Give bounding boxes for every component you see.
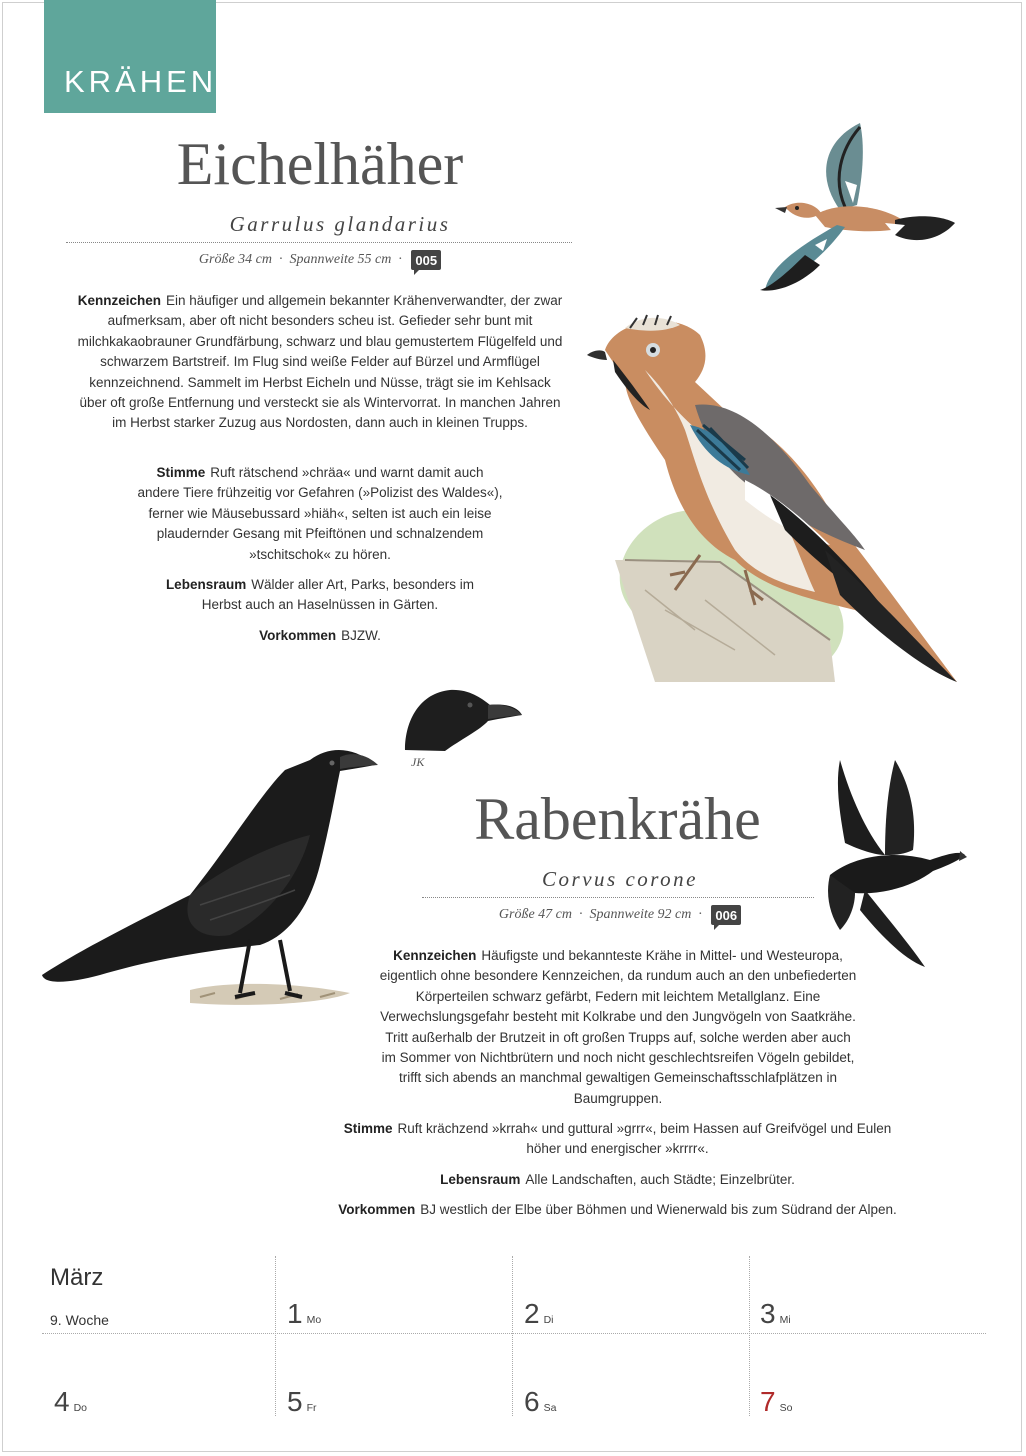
day-weekday: Di	[543, 1314, 554, 1326]
text-kennzeichen-jay: Ein häufiger und allgemein bekannter Krähenverwandter, der zwar aufmerksam, aber oft nicht besonders scheu ist. Gefieder sehr bunt mit milchkakaobrauner Grundfärbung, schwarz und blau gemustertem Flügelfeld und schwarzem Bartstreif. Im Flug sind weiße Felder auf Bürzel und Armflügel kennzeichnend. Sammelt im Herbst Eicheln und Nüsse, trägt sie im Kehlsack über oft große Entfernung und versteckt sie als Wintervorrat. In manchen Jahren im Herbst starker Zuzug aus Nordosten, dann auch in kleinen Trupps.	[77, 293, 563, 431]
day-weekday: Mo	[306, 1314, 322, 1326]
label-stimme-jay: Stimme	[156, 465, 206, 480]
text-stimme-jay: Ruft rätschend »chräa« und warnt damit auch andere Tiere frühzeitig vor Gefahren (»Polizist des Waldes«), ferner wie Mäusebussard »hiäh«, selten ist auch ein leise plaudernder Gesang mit Pfeiftönen und schnalzendem »tschitschok« zu hören.	[137, 465, 503, 562]
jay-perched-illustration	[585, 310, 965, 695]
crow-head-illustration	[400, 685, 525, 755]
day-number: 4	[54, 1386, 70, 1417]
kennzeichen-crow	[378, 946, 858, 1109]
lebensraum-crow	[400, 1170, 835, 1190]
calendar-divider-1	[275, 1256, 276, 1416]
wingspan-crow: Spannweite 92 cm	[589, 907, 692, 923]
kennzeichen-jay	[75, 291, 565, 434]
calendar-month: März	[50, 1264, 104, 1291]
divider-jay	[66, 242, 572, 243]
calendar-day[interactable]	[524, 1298, 554, 1330]
label-kennzeichen-jay: Kennzeichen	[77, 293, 162, 308]
day-number: 6	[524, 1386, 540, 1417]
calendar-divider-2	[512, 1256, 513, 1416]
jay-flying-illustration	[745, 115, 960, 330]
label-kennzeichen-crow: Kennzeichen	[393, 948, 477, 963]
calendar-day[interactable]	[54, 1386, 87, 1418]
label-stimme-crow: Stimme	[343, 1121, 393, 1136]
stimme-crow	[340, 1119, 895, 1160]
section-tab-label: KRÄHEN	[64, 64, 218, 99]
calendar-week: 9. Woche	[50, 1312, 109, 1328]
vorkommen-jay	[170, 626, 470, 646]
calendar-day-sunday[interactable]	[760, 1386, 792, 1418]
species-latin-crow: Corvus corone	[542, 867, 698, 891]
species-title-jay: Eichelhäher	[176, 131, 464, 197]
calendar-day[interactable]	[760, 1298, 791, 1330]
species-title-crow: Rabenkrähe	[474, 786, 761, 852]
text-kennzeichen-crow: Häufigste und bekannteste Krähe in Mittel- und Westeuropa, eigentlich ohne besondere Kennzeichen, da rundum auch an den unbefiederten Körperteilen schwarz gefärbt, Federn mit leichtem Metallglanz. Eine Verwechslungsgefahr besteht mit Kolkrabe und den Jungvögeln von Saatkrähe. Tritt außerhalb der Brutzeit in oft großen Trupps auf, solche werden aber auch im Sommer von Nichtbrütern und noch nicht geschlechtsreifen Vögeln gebildet, trifft sich abends an manchmal gewaltigen Gemeinschaftsschlafplätzen in Baumgruppen.	[379, 948, 857, 1106]
calendar-day[interactable]	[524, 1386, 556, 1418]
species-number-badge-crow: 006	[711, 905, 741, 925]
size-jay: Größe 34 cm	[198, 252, 273, 268]
calendar-row-divider	[42, 1333, 986, 1334]
section-tab	[44, 0, 216, 113]
text-lebensraum-crow: Alle Landschaften, auch Städte; Einzelbrüter.	[525, 1172, 795, 1187]
text-lebensraum-jay: Wälder aller Art, Parks, besonders im Herbst auch an Haselnüssen in Gärten.	[201, 577, 475, 613]
label-vorkommen-jay: Vorkommen	[259, 628, 337, 643]
wingspan-jay: Spannweite 55 cm	[289, 252, 392, 268]
day-weekday: Fr	[306, 1402, 317, 1414]
species-latin-jay: Garrulus glandarius	[229, 212, 451, 236]
stimme-jay	[135, 463, 505, 565]
calendar-divider-3	[749, 1256, 750, 1416]
day-number: 5	[287, 1386, 303, 1417]
day-weekday: So	[779, 1402, 793, 1414]
divider-crow	[422, 897, 814, 898]
label-vorkommen-crow: Vorkommen	[338, 1202, 416, 1217]
calendar-day[interactable]	[287, 1386, 317, 1418]
size-crow: Größe 47 cm	[498, 907, 573, 923]
illustration-credit: JK	[411, 755, 425, 769]
label-lebensraum-crow: Lebensraum	[440, 1172, 521, 1187]
label-lebensraum-jay: Lebensraum	[165, 577, 247, 592]
species-meta-jay: Größe 34 cm · Spannweite 55 cm · 005	[100, 250, 540, 270]
day-number: 2	[524, 1298, 540, 1329]
lebensraum-jay	[145, 575, 495, 616]
crow-standing-illustration	[40, 735, 385, 1020]
day-weekday: Sa	[543, 1402, 557, 1414]
calendar-day[interactable]	[287, 1298, 321, 1330]
day-weekday: Mi	[779, 1314, 791, 1326]
text-stimme-crow: Ruft krächzend »krrah« und guttural »grrr«, beim Hassen auf Greifvögel und Eulen höher und energischer »krrrr«.	[397, 1121, 892, 1157]
species-number-badge-jay: 005	[411, 250, 441, 270]
day-number: 7	[760, 1386, 776, 1417]
crow-flying-illustration	[825, 755, 970, 970]
day-number: 1	[287, 1298, 303, 1329]
day-weekday: Do	[73, 1402, 88, 1414]
vorkommen-crow	[300, 1200, 935, 1220]
species-meta-crow: Größe 47 cm · Spannweite 92 cm · 006	[400, 905, 840, 925]
day-number: 3	[760, 1298, 776, 1329]
text-vorkommen-crow: BJ westlich der Elbe über Böhmen und Wienerwald bis zum Südrand der Alpen.	[420, 1202, 897, 1217]
text-vorkommen-jay: BJZW.	[341, 628, 381, 643]
